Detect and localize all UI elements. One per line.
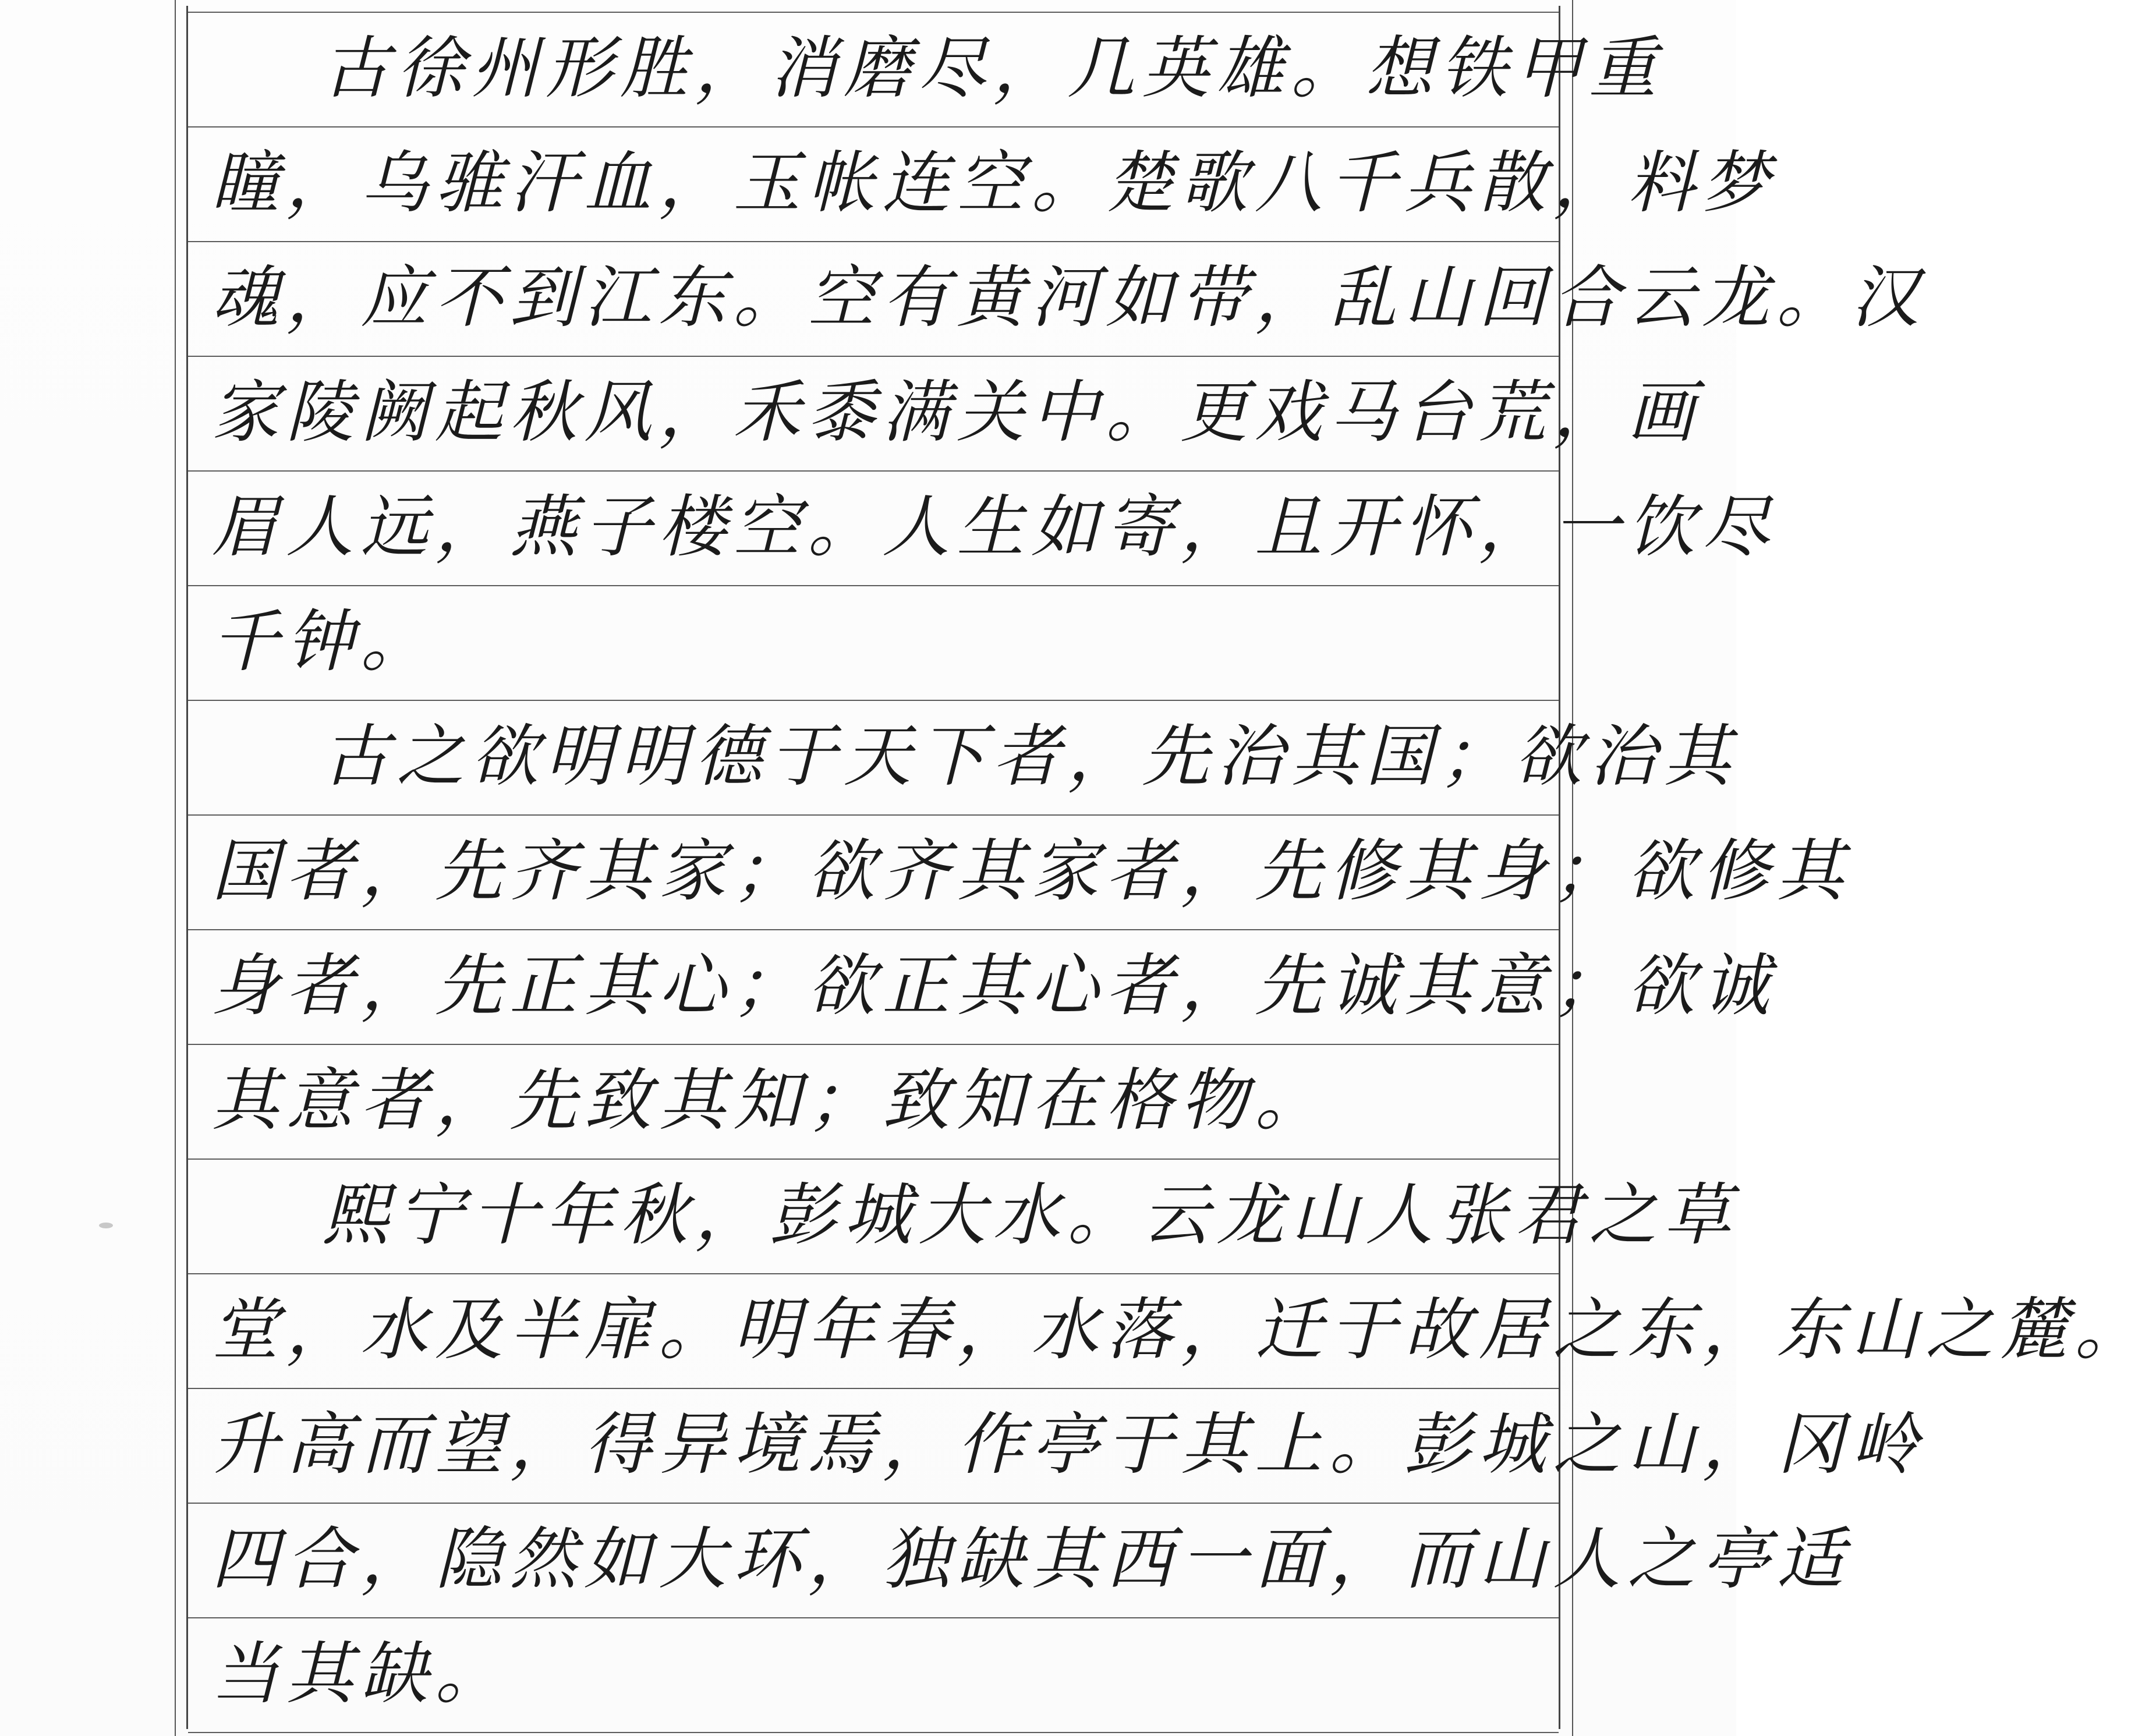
ruled-line <box>188 12 1559 13</box>
ruled-line <box>188 1273 1559 1274</box>
handwritten-line: 升高而望，得异境焉，作亭于其上。彭城之山，冈岭 <box>211 1405 1925 1484</box>
ruled-line <box>188 1158 1559 1160</box>
ruled-line <box>188 585 1559 586</box>
ruled-line <box>188 1388 1559 1389</box>
handwritten-line: 其意者，先致其知；致知在格物。 <box>211 1061 1329 1140</box>
handwritten-line: 古徐州形胜，消磨尽，几英雄。想铁甲重 <box>322 29 1663 108</box>
ruled-line <box>188 241 1559 242</box>
ruled-line <box>188 700 1559 701</box>
handwritten-line: 堂，水及半扉。明年春，水落，迁于故居之东，东山之麓。 <box>211 1291 2149 1369</box>
ruled-line <box>188 814 1559 816</box>
handwritten-line: 瞳，乌骓汗血，玉帐连空。楚歌八千兵散，料梦 <box>211 144 1776 222</box>
ruled-line <box>188 929 1559 930</box>
ruled-line <box>188 1503 1559 1504</box>
ruled-line <box>188 356 1559 357</box>
handwritten-line: 身者，先正其心；欲正其心者，先诚其意；欲诚 <box>211 947 1776 1025</box>
handwritten-line: 古之欲明明德于天下者，先治其国；欲治其 <box>322 717 1738 796</box>
page-left-edge <box>175 0 176 1736</box>
paper-mark <box>99 1223 113 1228</box>
handwritten-line: 千钟。 <box>211 603 435 681</box>
handwritten-line: 魂，应不到江东。空有黄河如带，乱山回合云龙。汉 <box>211 258 1925 337</box>
handwritten-line: 四合，隐然如大环，独缺其西一面，而山人之亭适 <box>211 1520 1851 1599</box>
handwritten-line: 眉人远，燕子楼空。人生如寄，且开怀，一饮尽 <box>211 488 1776 566</box>
handwritten-line: 当其缺。 <box>211 1635 509 1713</box>
ruled-writing-area <box>186 6 2149 1729</box>
handwritten-line: 熙宁十年秋，彭城大水。云龙山人张君之草 <box>322 1176 1738 1255</box>
ruled-line <box>188 1044 1559 1045</box>
ruled-lines <box>188 6 2149 1729</box>
ruled-line <box>188 1617 1559 1618</box>
ruled-line <box>188 1732 1559 1733</box>
ruled-line <box>188 126 1559 127</box>
handwritten-line: 国者，先齐其家；欲齐其家者，先修其身；欲修其 <box>211 832 1851 910</box>
handwritten-line: 家陵阙起秋风，禾黍满关中。更戏马台荒，画 <box>211 373 1702 452</box>
ruled-line <box>188 470 1559 472</box>
